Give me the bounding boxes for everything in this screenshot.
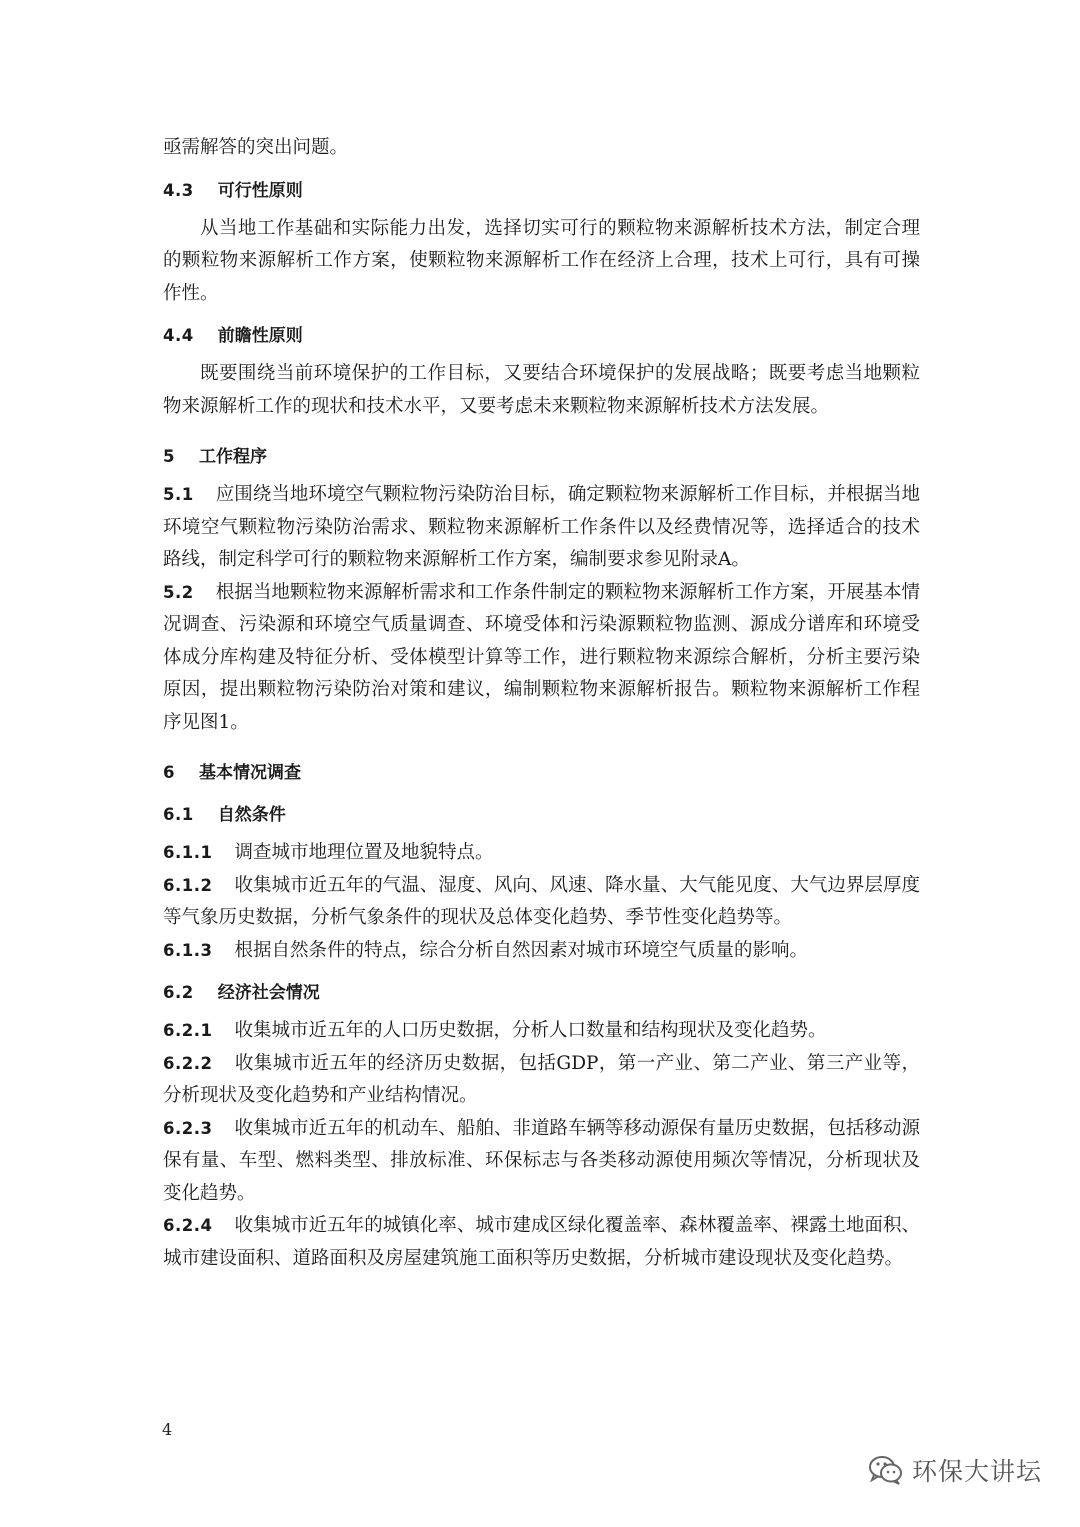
clause-number: 5.2 bbox=[163, 582, 194, 602]
clause-number: 6.1.3 bbox=[163, 940, 213, 960]
paragraph bbox=[163, 837, 920, 870]
clause-number: 6.1.1 bbox=[163, 843, 213, 862]
paragraph-text: 既要围绕当前环境保护的工作目标，又要结合环境保护的发展战略；既要考虑当地颗粒物来源解析工作的现状和技术水平，又要考虑未来颗粒物来源解析技术方法发展。 bbox=[163, 363, 920, 417]
section-title: 经济社会情况 bbox=[217, 983, 320, 1003]
document-body bbox=[163, 132, 920, 1275]
paragraph bbox=[163, 132, 920, 165]
section-number: 4.4 bbox=[163, 326, 194, 345]
section-heading bbox=[163, 320, 920, 352]
section-title: 前瞻性原则 bbox=[217, 326, 303, 346]
paragraph-text: 根据自然条件的特点，综合分析自然因素对城市环境空气质量的影响。 bbox=[234, 939, 808, 961]
clause-number: 6.1.2 bbox=[163, 875, 213, 895]
section-title: 基本情况调查 bbox=[198, 763, 301, 783]
paragraph-text: 调查城市地理位置及地貌特点。 bbox=[234, 842, 494, 863]
section-number: 6.1 bbox=[163, 805, 194, 824]
section-number: 6.2 bbox=[163, 983, 194, 1002]
paragraph-text: 应围绕当地环境空气颗粒物污染防治目标，确定颗粒物来源解析工作目标，并根据当地环境空气颗粒物污染防治需求、颗粒物来源解析工作条件以及经费情况等，选择适合的技术路线，制定科学可行的颗粒物来源解析工作方案，编制要求参见附录A。 bbox=[163, 484, 920, 570]
section-heading bbox=[163, 977, 920, 1009]
section-heading bbox=[163, 175, 920, 207]
paragraph bbox=[163, 1210, 920, 1275]
section-heading bbox=[163, 799, 920, 831]
paragraph-text: 亟需解答的突出问题。 bbox=[163, 137, 349, 158]
clause-number: 6.2.2 bbox=[163, 1053, 213, 1073]
section-number: 6 bbox=[163, 763, 175, 782]
section-number: 5 bbox=[163, 447, 175, 466]
paragraph-text: 从当地工作基础和实际能力出发，选择切实可行的颗粒物来源解析技术方法，制定合理的颗粒物来源解析工作方案，使颗粒物来源解析工作在经济上合理，技术上可行，具有可操作性。 bbox=[163, 217, 920, 304]
paragraph bbox=[163, 1048, 920, 1113]
clause-number: 6.2.3 bbox=[163, 1118, 213, 1138]
paragraph-text: 收集城市近五年的经济历史数据，包括GDP，第一产业、第二产业、第三产业等，分析现状及变化趋势和产业结构情况。 bbox=[163, 1052, 920, 1106]
paragraph bbox=[163, 1015, 920, 1048]
paragraph-text: 收集城市近五年的人口历史数据，分析人口数量和结构现状及变化趋势。 bbox=[234, 1020, 827, 1041]
clause-number: 6.2.4 bbox=[163, 1216, 213, 1235]
paragraph bbox=[163, 479, 920, 577]
section-number: 4.3 bbox=[163, 180, 194, 200]
paragraph-text: 收集城市近五年的城镇化率、城市建成区绿化覆盖率、森林覆盖率、裸露土地面积、城市建设面积、道路面积及房屋建筑施工面积等历史数据，分析城市建设现状及变化趋势。 bbox=[163, 1215, 920, 1269]
section-title: 工作程序 bbox=[198, 447, 267, 467]
watermark-text: 环保大讲坛 bbox=[911, 1457, 1042, 1486]
paragraph bbox=[163, 1113, 920, 1211]
section-heading bbox=[163, 757, 920, 789]
paragraph-text: 收集城市近五年的机动车、船舶、非道路车辆等移动源保有量历史数据，包括移动源保有量、车型、燃料类型、排放标准、环保标志与各类移动源使用频次等情况，分析现状及变化趋势。 bbox=[163, 1117, 920, 1204]
section-title: 可行性原则 bbox=[217, 180, 303, 201]
section-heading bbox=[163, 441, 920, 473]
paragraph-text: 根据当地颗粒物来源解析需求和工作条件制定的颗粒物来源解析工作方案，开展基本情况调查、污染源和环境空气质量调查、环境受体和污染源颗粒物监测、源成分谱库和环境受体成分库构建及特征分析、受体模型计算等工作，进行颗粒物来源综合解析，分析主要污染原因，提出颗粒物污染防治对策和建议，编制颗粒物来源解析报告。颗粒物来源解析工作程序见图1。 bbox=[163, 581, 920, 733]
section-title: 自然条件 bbox=[217, 805, 286, 825]
paragraph bbox=[163, 358, 920, 423]
paragraph bbox=[163, 577, 920, 740]
paragraph-text: 收集城市近五年的气温、湿度、风向、风速、降水量、大气能见度、大气边界层厚度等气象历史数据，分析气象条件的现状及总体变化趋势、季节性变化趋势等。 bbox=[163, 874, 920, 928]
wechat-icon bbox=[868, 1454, 904, 1486]
page-number: 4 bbox=[162, 1420, 173, 1439]
clause-number: 5.1 bbox=[163, 485, 194, 504]
paragraph bbox=[163, 870, 920, 935]
clause-number: 6.2.1 bbox=[163, 1021, 213, 1040]
watermark bbox=[868, 1452, 1042, 1488]
paragraph bbox=[163, 935, 920, 968]
paragraph bbox=[163, 213, 920, 311]
